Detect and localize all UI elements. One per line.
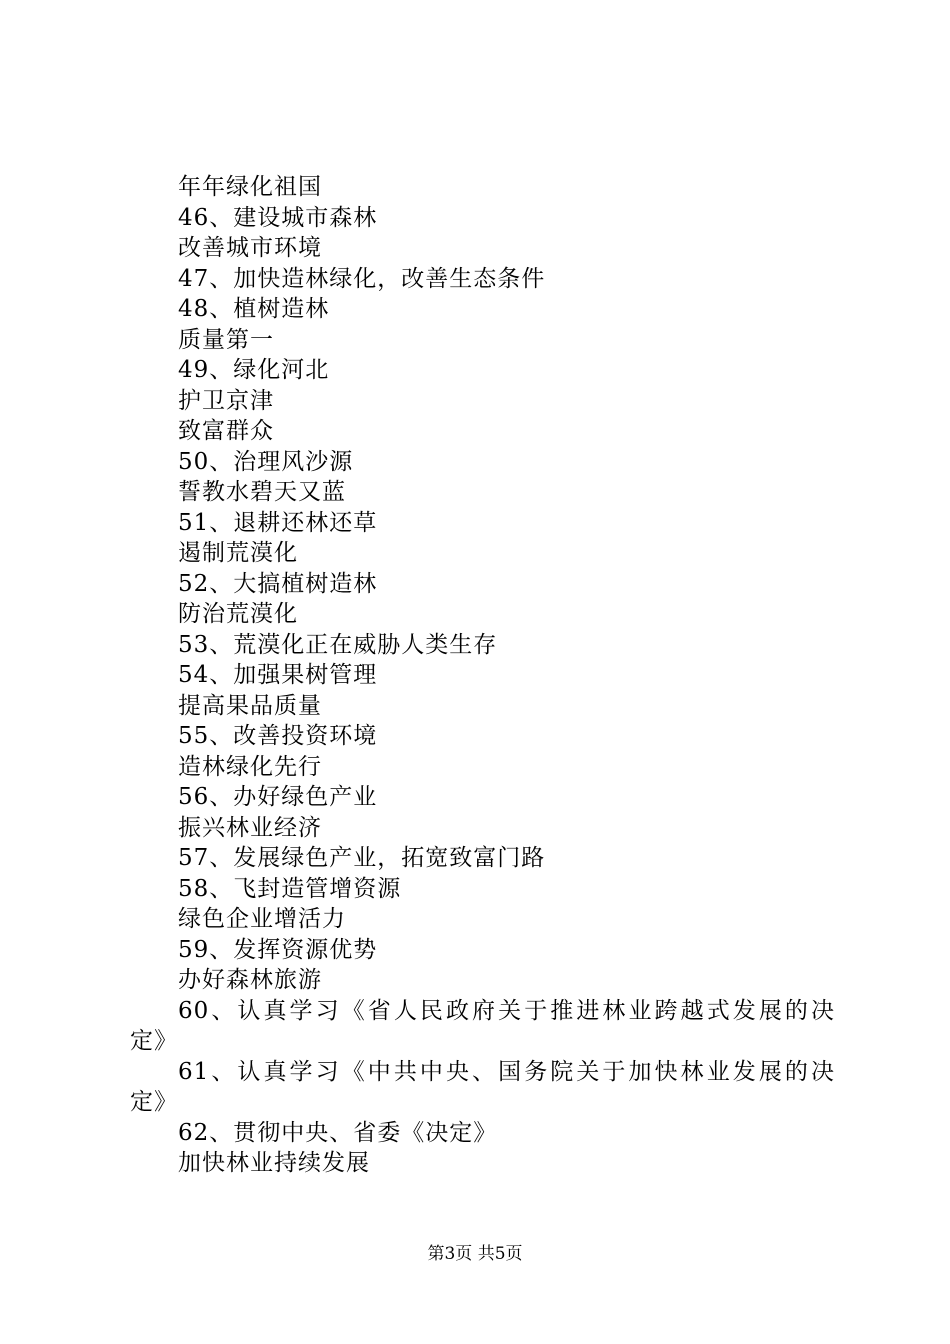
text-line: 48、植树造林 (178, 296, 330, 322)
text-line: 47、加快造林绿化，改善生态条件 (178, 265, 546, 292)
text-line: 50、治理风沙源 (178, 448, 354, 475)
text-line: 56、办好绿色产业 (178, 784, 378, 810)
text-line: 致富群众 (178, 418, 274, 444)
text-line: 59、发挥资源优势 (178, 936, 378, 963)
text-line: 加快林业持续发展 (178, 1150, 370, 1176)
text-line: 年年绿化祖国 (178, 174, 322, 200)
text-line: 振兴林业经济 (178, 814, 322, 841)
text-line: 46、建设城市森林 (178, 204, 378, 231)
text-line: 57、发展绿色产业，拓宽致富门路 (178, 845, 546, 871)
text-line: 55、改善投资环境 (178, 723, 378, 749)
text-line: 遏制荒漠化 (178, 540, 298, 566)
document-body (130, 172, 835, 1179)
text-line: 62、贯彻中央、省委《决定》 (178, 1119, 498, 1146)
text-line: 护卫京津 (178, 387, 274, 414)
page-footer: 第3页 共5页 (427, 1244, 523, 1264)
text-line: 造林绿化先行 (178, 753, 322, 780)
text-line: 质量第一 (178, 326, 274, 353)
text-line: 52、大搞植树造林 (178, 570, 378, 597)
text-line: 定》 (130, 1028, 178, 1054)
text-line: 防治荒漠化 (178, 601, 298, 627)
text-line: 54、加强果树管理 (178, 662, 378, 688)
text-line: 51、退耕还林还草 (178, 509, 378, 536)
text-line: 53、荒漠化正在威胁人类生存 (178, 631, 498, 658)
text-line: 58、飞封造管增资源 (178, 875, 402, 902)
text-line: 提高果品质量 (178, 692, 322, 719)
text-line: 绿色企业增活力 (178, 906, 346, 932)
text-line: 办好森林旅游 (178, 967, 322, 993)
text-line: 61、认真学习《中共中央、国务院关于加快林业发展的决 (178, 1058, 835, 1085)
text-line: 改善城市环境 (178, 235, 322, 261)
text-line: 49、绿化河北 (178, 357, 330, 383)
text-line: 定》 (130, 1089, 178, 1115)
text-line: 60、认真学习《省人民政府关于推进林业跨越式发展的决 (178, 997, 835, 1024)
text-line: 誓教水碧天又蓝 (178, 479, 346, 505)
